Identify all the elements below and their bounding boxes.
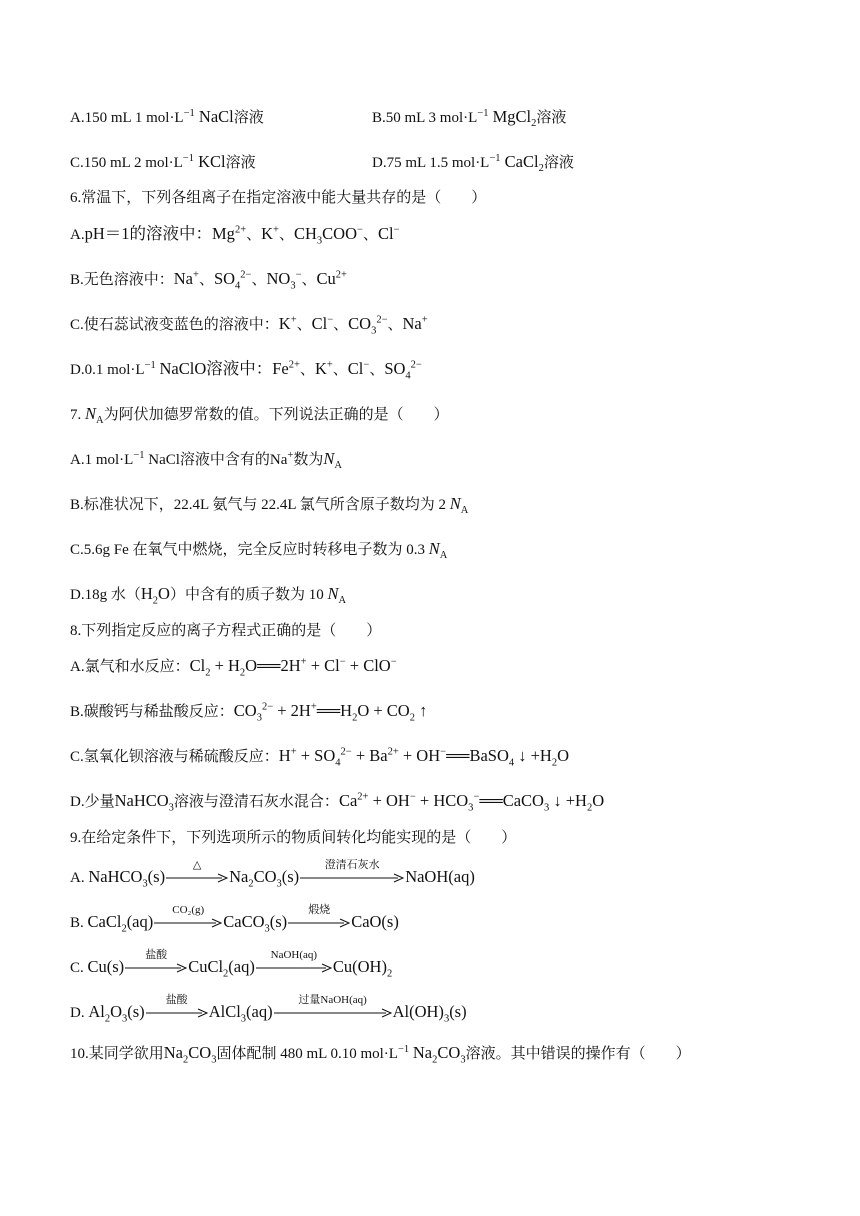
q10-stem: 10.某同学欲用$Na_2CO_3$固体配制 480 mL 0.10 $mol\cdot L^{-1}$ $Na_2CO_3$溶液。其中错误的操作有（ ）	[70, 1043, 691, 1066]
q5-option-d: D.75 mL 1.5 $mol\cdot L^{-1}$ CaCl$_2$溶液	[372, 152, 574, 174]
q8-stem: 8.下列指定反应的离子方程式正确的是（ ）	[70, 623, 382, 639]
q7-option-b: B.标准状况下，22.4L 氨气与 22.4L 氯气所含原子数均为 2 $N_A$	[70, 494, 469, 516]
q5-option-b: B.50 mL 3 $mol\cdot L^{-1}$ MgCl$_2$溶液	[372, 107, 567, 129]
q6-option-d: D.0.1 $mol\cdot L^{-1}$ NaClO溶液中：$Fe^{2+}$、K+、Cl−、$SO_4^{2-}$	[70, 359, 422, 382]
q5-option-a: A.150 mL 1 $mol\cdot L^{-1}$ NaCl溶液	[70, 107, 264, 126]
reaction-arrow: 煅烧	[288, 918, 350, 928]
q6-option-b: B.无色溶液中：Na+、$SO_4^{2-}$、$NO_3^-$、$Cu^{2+}$	[70, 269, 347, 292]
reaction-arrow: 过量NaOH(aq)	[274, 1008, 392, 1018]
q8-option-b: B.碳酸钙与稀盐酸反应：$CO_3^{2-}$ + $2H^+══H_2O + CO_2$ ↑	[70, 701, 428, 724]
q6-option-c: C.使石蕊试液变蓝色的溶液中：K+、Cl−、$CO_3^{2-}$、Na+	[70, 314, 428, 337]
reaction-arrow: 澄清石灰水	[300, 873, 404, 883]
q8-option-a: A.氯气和水反应：$Cl_2$ + $H_2O══2H^+ + Cl^- + ClO^-$	[70, 656, 397, 679]
q7-option-c: C.5.6g Fe 在氧气中燃烧，完全反应时转移电子数为 0.3 $N_A$	[70, 539, 448, 561]
reaction-arrow: 盐酸	[125, 963, 187, 973]
q6-stem: 6.常温下，下列各组离子在指定溶液中能大量共存的是（ ）	[70, 190, 487, 206]
q9-option-d: D. $Al_2O_3(s)$ 盐酸 AlCl$_3$(aq) 过量NaOH(aq) $Al(OH)_3(s)$	[70, 994, 467, 1025]
q5-option-c: C.150 mL 2 $mol\cdot L^{-1}$ KCl溶液	[70, 152, 256, 171]
q9-option-b: B. CaCl$_2$(aq) CO₂(g) CaCO$_3$(s) 煅烧 CaO(s)	[70, 904, 399, 935]
reaction-arrow: CO₂(g)	[154, 918, 222, 928]
q7-stem: 7. $N_A$为阿伏加德罗常数的值。下列说法正确的是（ ）	[70, 404, 449, 426]
q8-option-c: C.氢氧化钡溶液与稀硫酸反应：$H^+ + SO_4^{2-} + Ba^{2+}$ + OH−══BaSO$_4$ ↓ $+H_2O$	[70, 746, 570, 769]
reaction-arrow: 盐酸	[146, 1008, 208, 1018]
q7-option-d: D.18g 水$(H_2O)$中含有的质子数为 10 $N_A$	[70, 584, 347, 607]
reaction-arrow: NaOH(aq)	[256, 963, 332, 973]
q6-option-a: A.pH＝1的溶液中：$Mg^{2+}$、K+、$CH_3COO^-$、Cl−	[70, 224, 400, 247]
q9-option-c: C. Cu(s) 盐酸 CuCl$_2$(aq) NaOH(aq) $Cu(OH)_2$	[70, 949, 393, 980]
q9-option-a: A. NaHCO$_3$(s) △ $Na_2CO_3(s)$ 澄清石灰水 NaOH(aq)	[70, 859, 475, 890]
reaction-arrow: △	[166, 873, 228, 883]
q9-stem: 9.在给定条件下，下列选项所示的物质间转化均能实现的是（ ）	[70, 830, 517, 846]
q8-option-d: D.少量NaHCO$_3$溶液与澄清石灰水混合：$Ca^{2+} + OH^-$ + $HCO_3^-══CaCO_3$ ↓ $+H_2O$	[70, 791, 605, 814]
q7-option-a: A.1 $mol\cdot L^{-1}$ NaCl溶液中含有的Na+数为$N_A$	[70, 449, 342, 471]
